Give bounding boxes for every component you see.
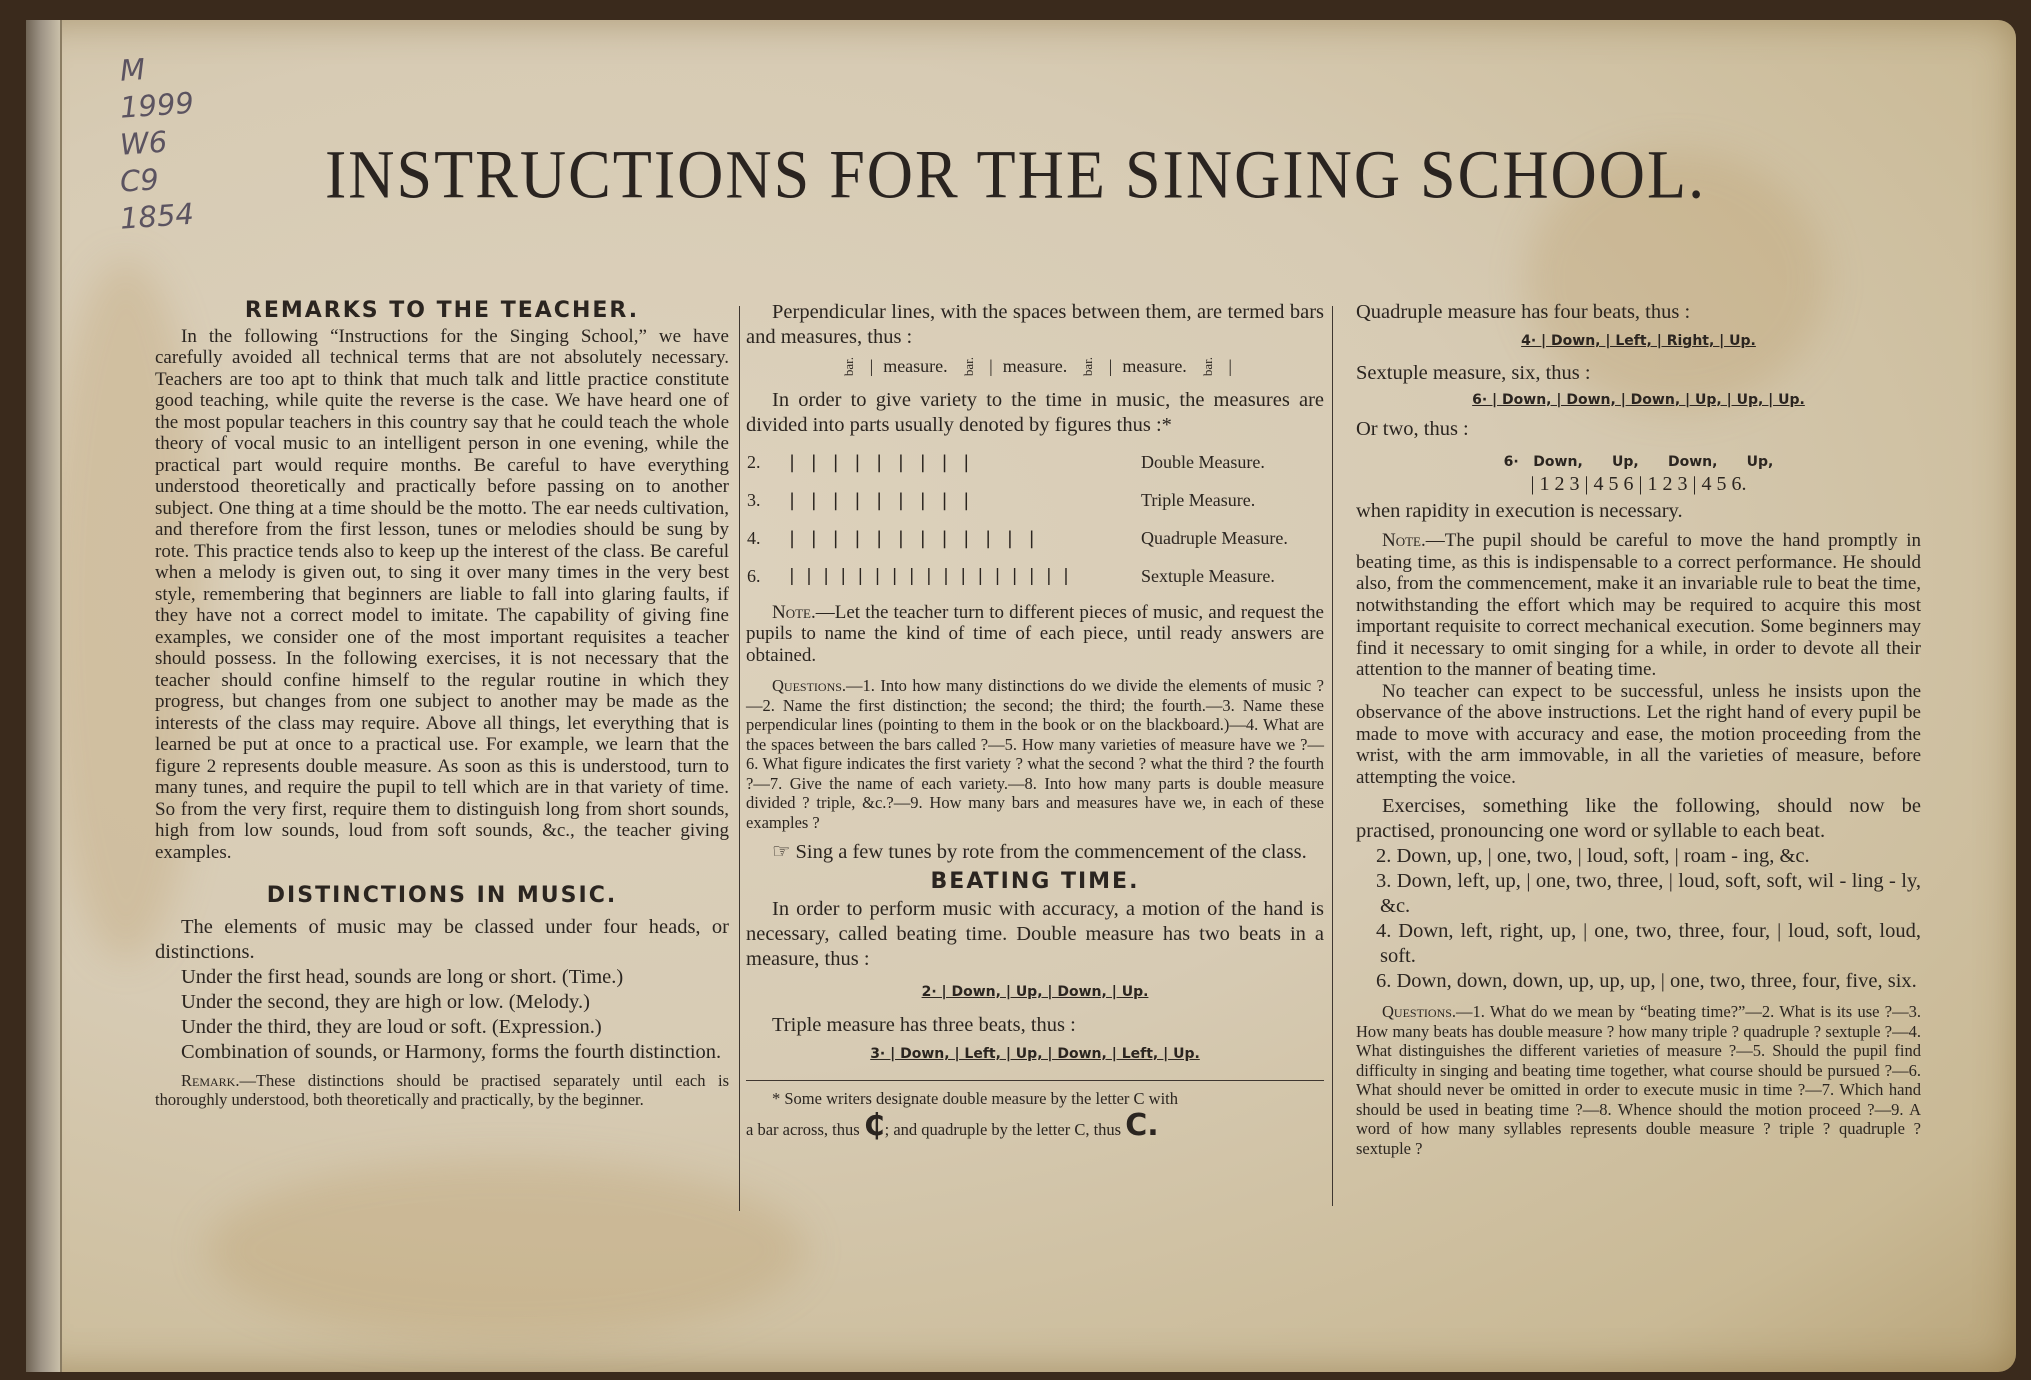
margin-note: C9 — [118, 162, 160, 199]
book-spine — [26, 20, 62, 1372]
margin-note: 1999 — [118, 85, 195, 125]
triple-text: Triple measure has three beats, thus : — [772, 1014, 1076, 1036]
measure-bars: | | | | | | | | | — [789, 489, 975, 511]
cut-time-symbol: ₵ — [863, 1108, 885, 1143]
remark-text: —These distinctions should be practised separately until each is thoroughly understood, both theoretically and practically, by the beginner. — [155, 1070, 729, 1109]
bar-label: bar. — [1199, 357, 1215, 377]
measure-label: Double Measure. — [1140, 451, 1265, 472]
column-right — [1356, 300, 1921, 1158]
footnote-text: a bar across, thus — [746, 1120, 860, 1139]
measure-label: measure. — [1122, 356, 1187, 376]
measure-label: measure. — [883, 356, 948, 376]
bar-label: bar. — [1080, 357, 1096, 377]
footnote-line: * Some writers designate double measure by the letter C with — [772, 1088, 1178, 1108]
variety-paragraph: In order to give variety to the time in music, the measures are divided into parts usually denoted by figures thus :* — [746, 388, 1324, 436]
measure-label: Quadruple Measure. — [1140, 527, 1288, 548]
triple-beats: 3· | Down, | Left, | Up, | Down, | Left, | Up. — [870, 1046, 1200, 1062]
measure-number: 4. — [747, 527, 761, 548]
questions-label: Questions. — [1382, 1002, 1457, 1021]
distinction-line: Under the third, they are loud or soft. (Expression.) — [181, 1015, 602, 1038]
sext-text: Sextuple measure, six, thus : — [1356, 361, 1591, 384]
exercise-item: 6. Down, down, down, up, up, up, | one, two, three, four, five, six. — [1376, 970, 1917, 992]
bar-label: bar. — [841, 357, 857, 377]
measure-number: 6. — [747, 565, 761, 586]
sing-text: Sing a few tunes by rote from the commencement of the class. — [795, 841, 1307, 863]
note2-paragraph: No teacher can expect to be successful, unless he insists upon the observance of the above instructions. Let the right hand of every pupil be made to move with accuracy and ease, the motion proceeding from the wrist, with the arm immovable, in all the varieties of measure, before attempting the voice. — [1356, 680, 1921, 788]
measure-bars: | | | | | | | | | | | | | | | | | — [789, 565, 1072, 586]
measure-number: 3. — [747, 489, 761, 510]
measure-label: Triple Measure. — [1140, 489, 1256, 510]
quad-beats: 4· | Down, | Left, | Right, | Up. — [1521, 333, 1756, 349]
margin-note: 1854 — [118, 196, 195, 236]
note-label: Note. — [772, 601, 816, 623]
remark-label: Remark. — [181, 1070, 240, 1090]
bars-measures-example: bar. | measure. bar. | measure. bar. | measure. bar. | — [746, 356, 1324, 378]
quad-text: Quadruple measure has four beats, thus : — [1356, 301, 1691, 323]
questions-paragraph — [1356, 1002, 1921, 1158]
table-row — [746, 558, 1324, 596]
remarks-paragraph: In the following “Instructions for the Singing School,” we have carefully avoided all technical terms that are not absolutely necessary. Teachers are too apt to think that much talk and little practice constitute good teaching, while quite the reverse is the case. We have heard one of the most popular teachers in this country say that he could teach the whole theory of vocal music to an intelligent person in one evening, while the practical part would require months. Be careful to have everything understood theoretically and practically before passing on to another subject. One thing at a time should be the motto. The ear needs cultivation, and therefore from the first lesson, tunes or melodies should be sung by rote. This practice tends also to keep up the interest of the class. Be careful when a melody is given out, to sing it over many times in the very best style, remembering that beginners are liable to fall into glaring faults, if they have not a correct model to imitate. The capability of giving fine examples, we consider one of the most important requisites a teacher should possess. In the following exercises, it is not necessary that the teacher should confine himself to the regular routine in which they progress, but changes from one subject to another may be made as the interests of the class may require. Above all things, let everything that is learned be put at once to a practical use. For example, we learn that the figure 2 represents double measure. As soon as this is understood, turn to many tunes, and require the pupil to tell which are in that variety of time. So from the very first, require them to distinguish long from short sounds, high from low sounds, loud from soft sounds, &c., the teacher giving examples. — [155, 325, 729, 863]
pointing-hand-icon: ☞ — [772, 841, 791, 863]
exercise-item: 2. Down, up, | one, two, | loud, soft, | roam - ing, &c. — [1376, 845, 1810, 867]
footnote-line — [746, 1108, 1324, 1143]
beating-paragraph: In order to perform music with accuracy, a motion of the hand is necessary, called beating time. Double measure has two beats in a measure, thus : — [746, 897, 1324, 970]
note-text: —The pupil should be careful to move the hand promptly in beating time, as this is indispensable to a correct performance. He should also, from the commencement, make it an invariable rule to beat the time, notwithstanding the effort which may be required to acquire this most important requisite to correct mechanical execution. Some beginners may find it necessary to omit singing for a while, in order to devote all their attention to the manner of beating time. — [1356, 530, 1921, 680]
footnote-rule — [746, 1080, 1324, 1081]
column-divider — [739, 306, 740, 1211]
margin-note: M — [118, 52, 147, 88]
measure-label: Sextuple Measure. — [1140, 565, 1275, 586]
questions-paragraph — [746, 676, 1324, 832]
margin-note: W6 — [118, 124, 169, 162]
measure-bars: | | | | | | | | | — [789, 451, 975, 473]
exercises-intro: Exercises, something like the following, should now be practised, pronouncing one word or syllable to each beat. — [1356, 795, 1921, 842]
sext-beats: 6· | Down, | Down, | Down, | Up, | Up, | Up. — [1472, 391, 1805, 408]
footnote-text: ; and quadruple by the letter C, thus — [884, 1120, 1122, 1139]
sing-paragraph — [746, 840, 1324, 865]
table-row — [746, 520, 1324, 558]
questions-text: —1. What do we mean by “beating time?”—2. What is its use ?—3. How many beats has double measure ? how many triple ? quadruple ? sextuple ?—4. What distinguishes the different varieties of measure ?—5. Should the pupil find difficulty in singing and beating time together, what course should be pursued ?—6. What should never be omitted in order to execute music in time ?—7. Which hand should be used in beating time ?—8. Whence should the motion proceed ?—9. A word of how many syllables represents double measure ? triple ? quadruple ? sextuple ? — [1356, 1002, 1921, 1158]
common-time-symbol: C. — [1125, 1108, 1159, 1143]
note-paragraph — [1356, 530, 1921, 681]
column-middle — [746, 300, 1324, 1143]
rapidity-text: when rapidity in execution is necessary. — [1356, 500, 1683, 522]
questions-text: —1. Into how many distinctions do we divide the elements of music ?—2. Name the first distinction; the second; the third; the fourth.—3. Name these perpendicular lines (pointing to them in the book or on the blackboard.)—4. What are the spaces between the bars called ?—5. How many varieties of measure have we ?—6. What figure indicates the first variety ? what the second ? what the third ? the fourth ?—7. Give the name of each variety.—8. Into how many parts is double measure divided ? triple, &c.?—9. How many bars and measures have we, in each of these examples ? — [746, 676, 1324, 832]
or-two-text: Or two, thus : — [1356, 418, 1469, 440]
distinction-line: Under the second, they are high or low. (Melody.) — [181, 990, 590, 1013]
note-label: Note. — [1382, 530, 1426, 551]
double-beats: 2· | Down, | Up, | Down, | Up. — [921, 983, 1149, 1000]
section-heading-distinctions: DISTINCTIONS IN MUSIC. — [266, 883, 618, 908]
measure-table — [746, 444, 1324, 596]
questions-label: Questions. — [772, 676, 847, 695]
table-row — [746, 444, 1324, 482]
distinction-line: Under the first head, sounds are long or short. (Time.) — [181, 965, 624, 988]
measure-bars: | | | | | | | | | | | | — [789, 527, 1040, 549]
exercise-item: 3. Down, left, up, | one, two, three, | loud, soft, soft, wil - ling - ly, &c. — [1376, 870, 1921, 917]
water-stain — [206, 1160, 806, 1340]
column-divider — [1332, 306, 1333, 1206]
table-row — [746, 482, 1324, 520]
bar-label: bar. — [960, 357, 976, 377]
bars-paragraph: Perpendicular lines, with the spaces between them, are termed bars and measures, thus : — [746, 301, 1324, 348]
exercise-item: 4. Down, left, right, up, | one, two, three, four, | loud, soft, loud, soft. — [1376, 920, 1921, 967]
measure-label: measure. — [1002, 356, 1068, 376]
two-beats-top: 6· Down, Up, Down, Up, — [1503, 454, 1774, 470]
distinctions-intro: The elements of music may be classed under four heads, or distinctions. — [155, 915, 729, 963]
section-heading-remarks: REMARKS TO THE TEACHER. — [244, 298, 640, 323]
note-text: —Let the teacher turn to different pieces of music, and request the pupils to name the kind of time of each piece, until ready answers are obtained. — [746, 601, 1324, 666]
note-paragraph — [746, 602, 1324, 667]
remark-paragraph — [155, 1071, 729, 1110]
column-left — [155, 300, 729, 1110]
page-title: INSTRUCTIONS FOR THE SINGING SCHOOL. — [324, 136, 1707, 213]
section-heading-beating-time: BEATING TIME. — [930, 869, 1140, 894]
measure-number: 2. — [747, 451, 761, 472]
two-beats-bottom: | 1 2 3 | 4 5 6 | 1 2 3 | 4 5 6. — [1530, 472, 1747, 495]
distinction-line: Combination of sounds, or Harmony, forms the fourth distinction. — [181, 1040, 722, 1063]
